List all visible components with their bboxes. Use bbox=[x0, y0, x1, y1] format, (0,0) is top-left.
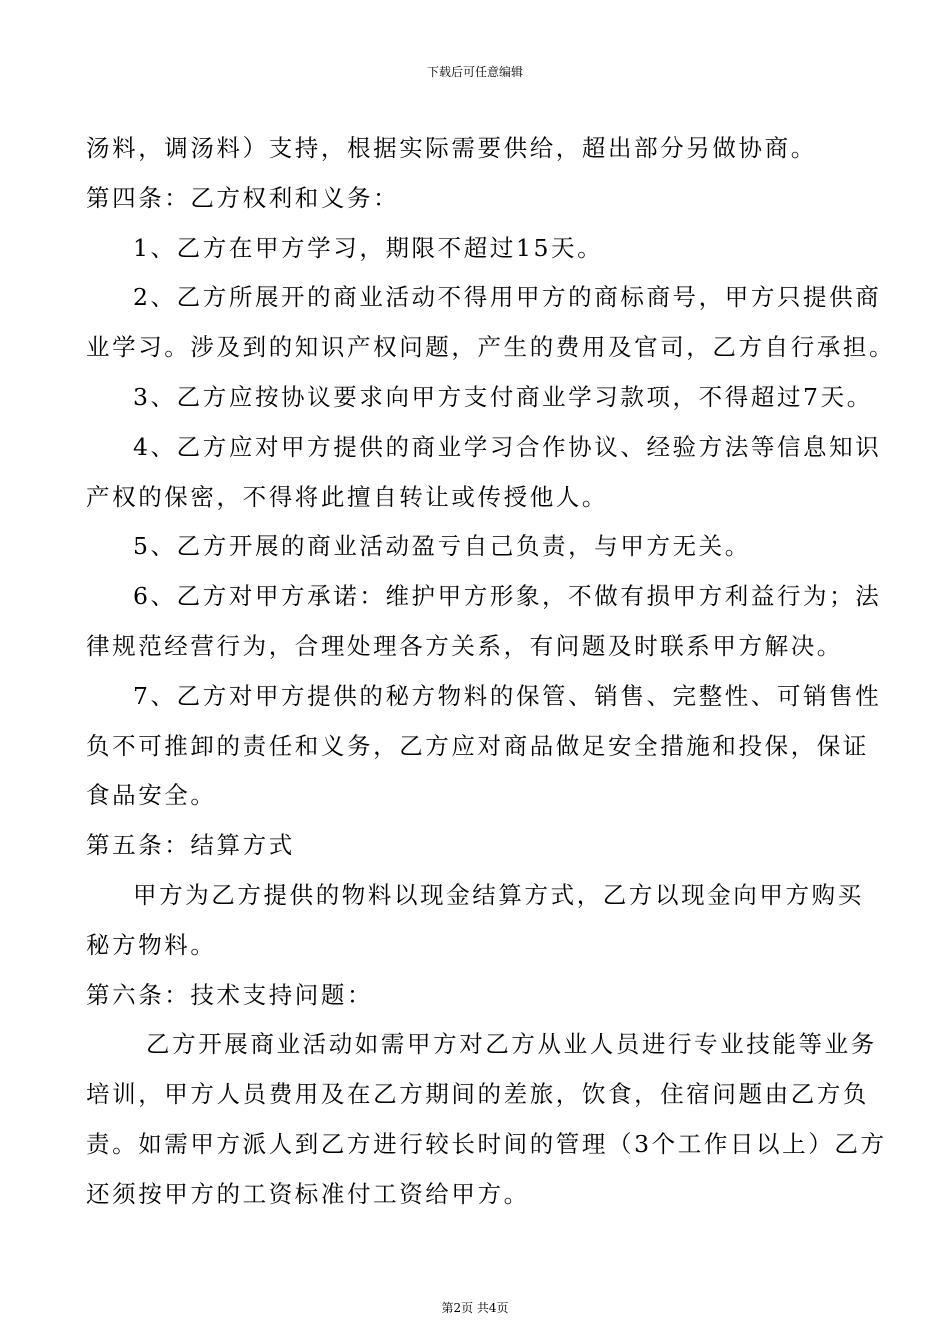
paragraph-line: 汤料，调汤料）支持，根据实际需要供给，超出部分另做协商。 bbox=[86, 134, 817, 162]
document-body bbox=[86, 124, 896, 1220]
paragraph-line: 食品安全。 bbox=[86, 781, 217, 810]
paragraph-line: 4、乙方应对甲方提供的商业学习合作协议、经验方法等信息知识 bbox=[133, 432, 882, 461]
paragraph-line: 业学习。涉及到的知识产权问题，产生的费用及官司，乙方自行承担。 bbox=[86, 333, 896, 362]
paragraph-line: 7、乙方对甲方提供的秘方物料的保管、销售、完整性、可销售性 bbox=[133, 681, 882, 710]
paragraph-line: 3、乙方应按协议要求向甲方支付商业学习款项，不得超过7天。 bbox=[133, 382, 873, 411]
section-heading-article-4: 第四条：乙方权利和义务： bbox=[86, 183, 400, 212]
paragraph-line: 6、乙方对甲方承诺：维护甲方形象，不做有损甲方利益行为；法 bbox=[133, 582, 882, 611]
section-heading-article-6: 第六条：技术支持问题： bbox=[86, 980, 374, 1009]
paragraph-line: 产权的保密，不得将此擅自转让或传授他人。 bbox=[86, 482, 608, 511]
paragraph-line: 5、乙方开展的商业活动盈亏自己负责，与甲方无关。 bbox=[133, 532, 751, 561]
paragraph-line: 乙方开展商业活动如需甲方对乙方从业人员进行专业技能等业务 bbox=[146, 1030, 877, 1059]
page-footer: 第2页 共4页 bbox=[441, 1301, 509, 1315]
section-heading-article-5: 第五条：结算方式 bbox=[86, 831, 295, 860]
page-header: 下载后可任意编辑 bbox=[426, 65, 523, 79]
paragraph-line: 负不可推卸的责任和义务，乙方应对商品做足安全措施和投保，保证 bbox=[86, 731, 869, 760]
paragraph-line: 2、乙方所展开的商业活动不得用甲方的商标商号，甲方只提供商 bbox=[133, 283, 882, 312]
paragraph-line: 培训，甲方人员费用及在乙方期间的差旅，饮食，住宿问题由乙方负 bbox=[86, 1080, 869, 1109]
paragraph-line: 秘方物料。 bbox=[86, 930, 217, 959]
paragraph-line: 还须按甲方的工资标准付工资给甲方。 bbox=[86, 1179, 530, 1208]
paragraph-line: 责。如需甲方派人到乙方进行较长时间的管理（3个工作日以上）乙方 bbox=[86, 1129, 887, 1158]
paragraph-line: 1、乙方在甲方学习，期限不超过15天。 bbox=[133, 233, 604, 262]
paragraph-line: 律规范经营行为，合理处理各方关系，有问题及时联系甲方解决。 bbox=[86, 631, 843, 660]
paragraph-line: 甲方为乙方提供的物料以现金结算方式，乙方以现金向甲方购买 bbox=[133, 880, 864, 909]
